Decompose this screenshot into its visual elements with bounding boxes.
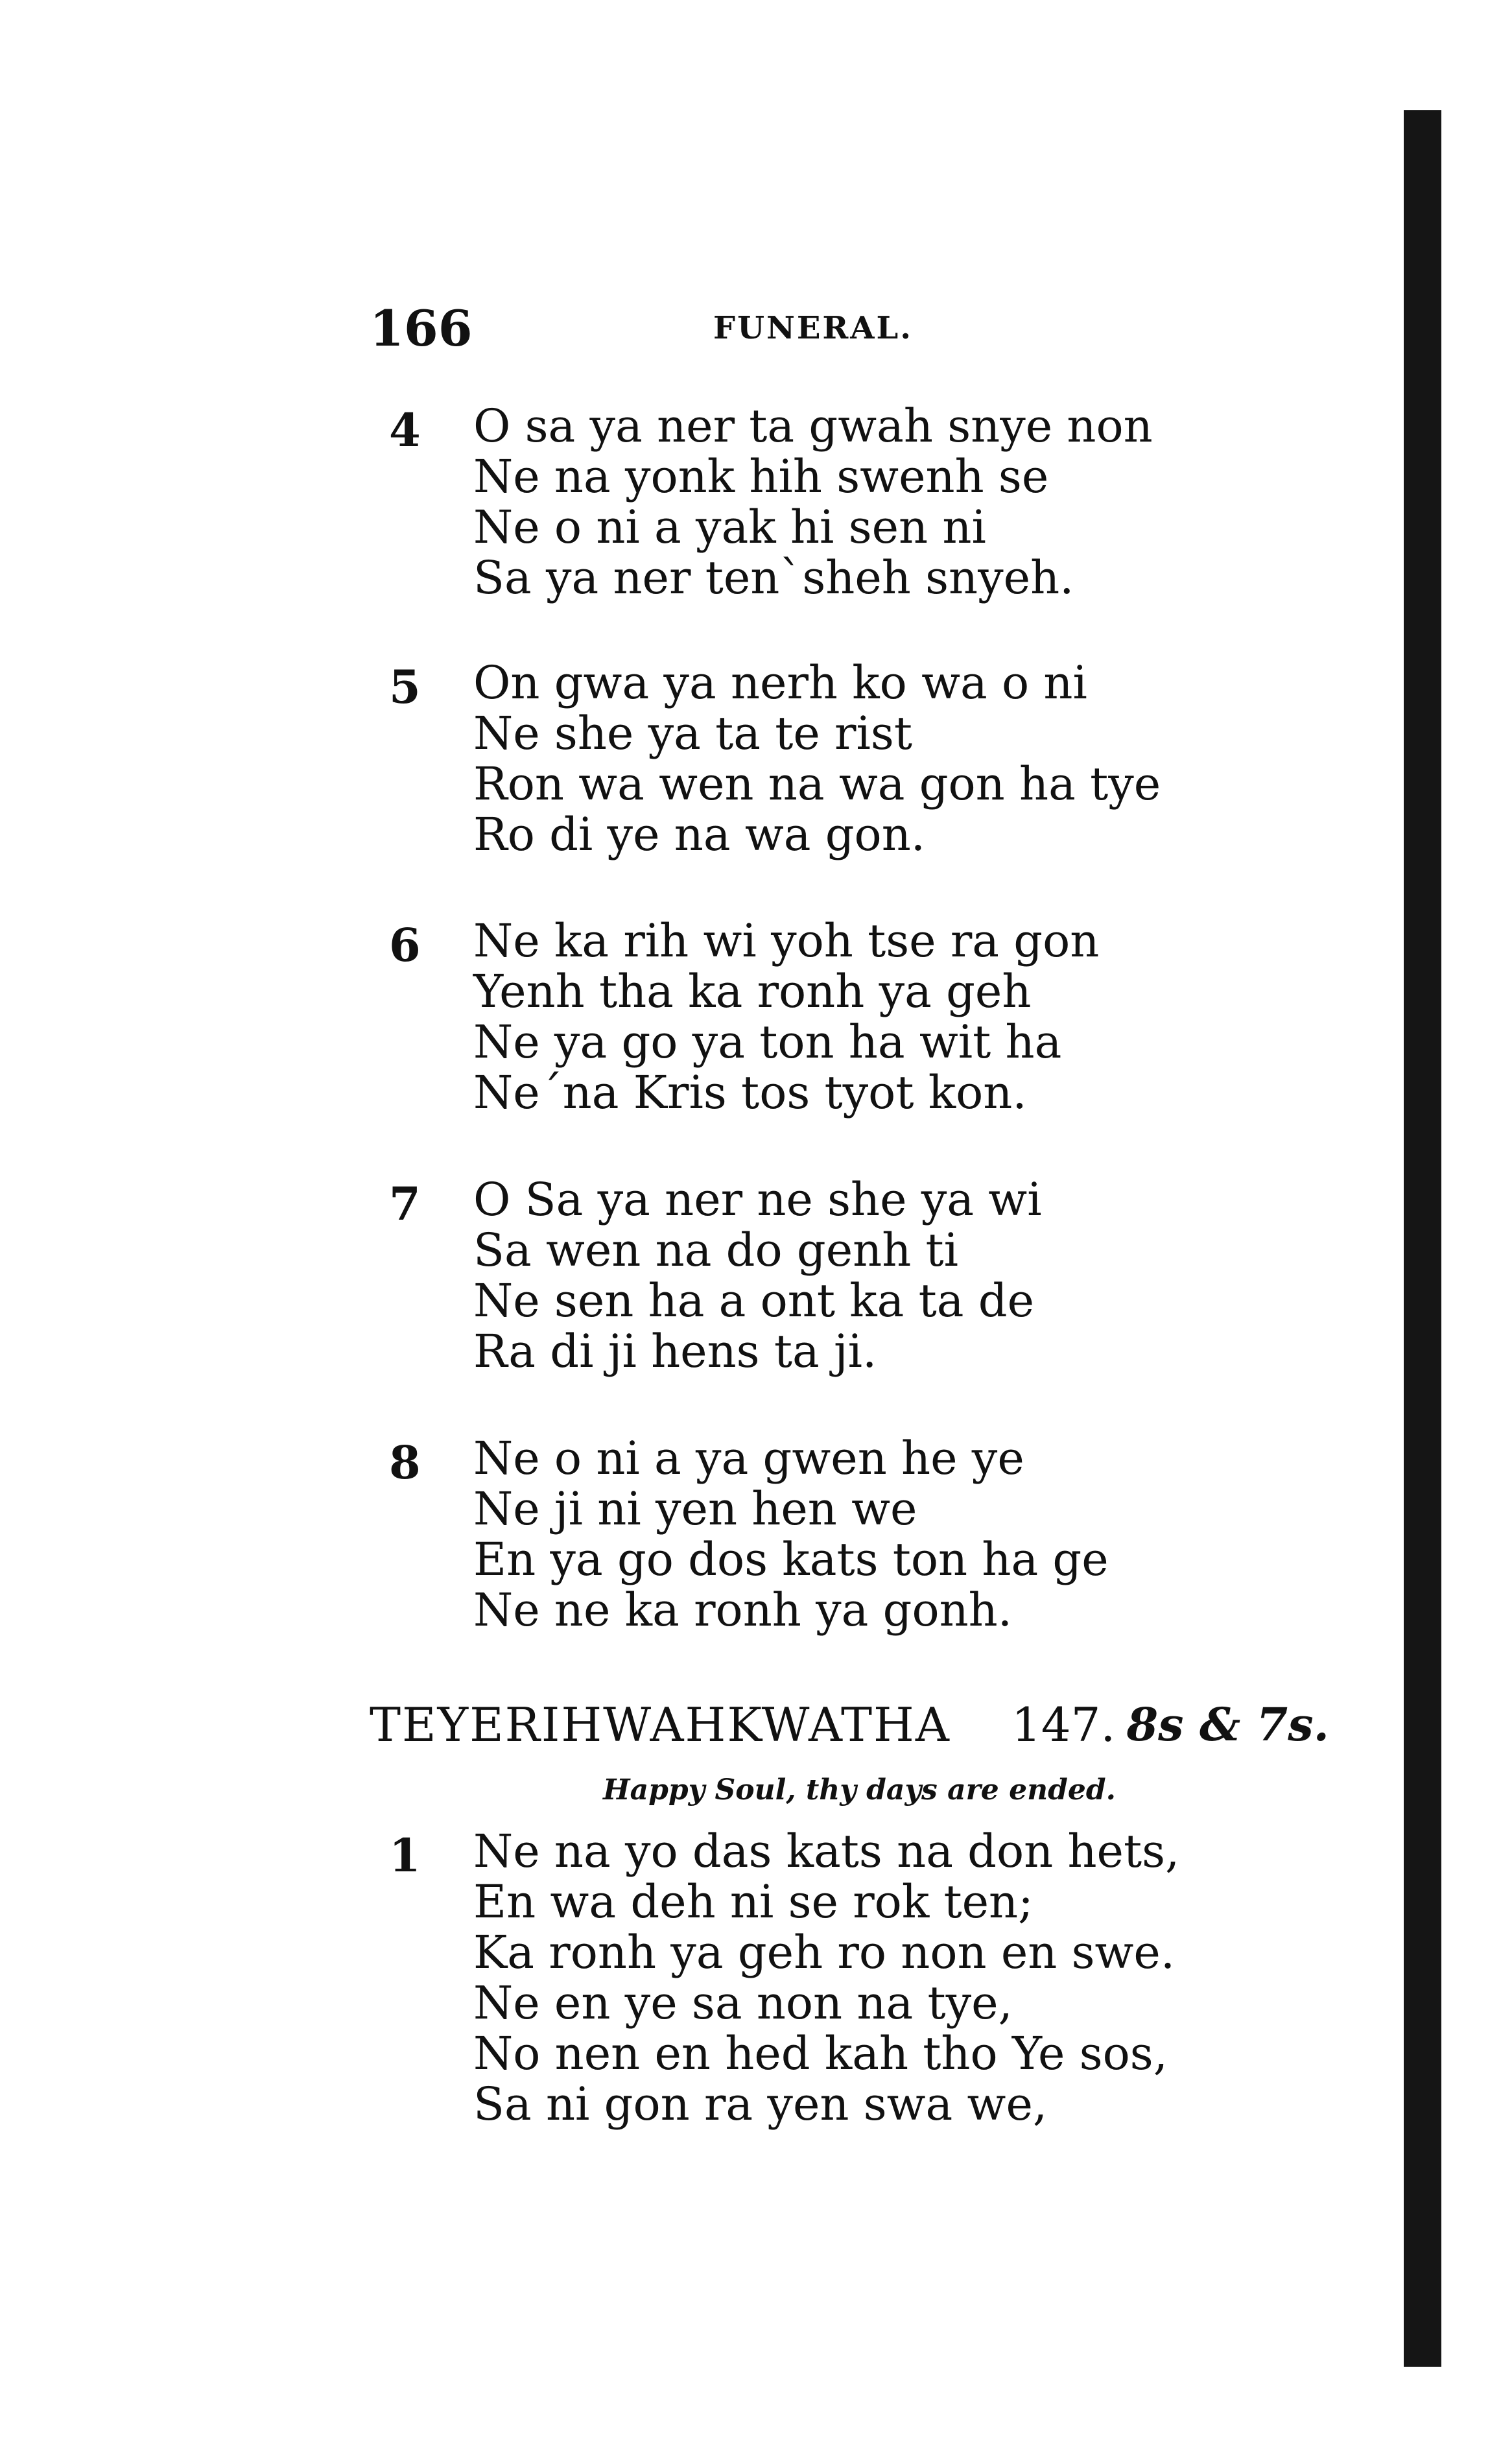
- verse-line: Ne she ya ta te rist: [473, 707, 912, 760]
- verse-line: Ron wa wen na wa gon ha tye: [473, 757, 1161, 811]
- verse-line: Ne ya go ya ton ha wit ha: [473, 1015, 1062, 1069]
- running-head: FUNERAL.: [713, 310, 913, 346]
- hymn-number: 147.: [1011, 1698, 1116, 1752]
- verse-line: Ne na yonk hih swenh se: [473, 450, 1049, 503]
- page-number: 166: [370, 300, 473, 357]
- verse-line: No nen en hed kah tho Ye sos,: [473, 2027, 1168, 2080]
- verse-line: Sa wen na do genh ti: [473, 1224, 959, 1277]
- verse-line: Ne en ye sa non na tye,: [473, 1976, 1013, 2030]
- verse-line: O sa ya ner ta gwah snye non: [473, 399, 1153, 453]
- verse-line: O Sa ya ner ne she ya wi: [473, 1173, 1042, 1226]
- stanza-number: 6: [389, 918, 421, 972]
- verse-line: Ne sen ha a ont ka ta de: [473, 1274, 1035, 1327]
- verse-line: Ka ronh ya geh ro non en swe.: [473, 1926, 1176, 1979]
- verse-line: Sa ya ner ten`sheh snyeh.: [473, 551, 1074, 604]
- verse-line: Ne ji ni yen hen we: [473, 1482, 917, 1535]
- verse-line: Yenh tha ka ronh ya geh: [473, 965, 1032, 1018]
- verse-line: Ne o ni a ya gwen he ye: [473, 1432, 1024, 1485]
- hymn-heading: [370, 1698, 1329, 1756]
- stanza-number: 7: [389, 1177, 421, 1231]
- verse-line: Ne o ni a yak hi sen ni: [473, 501, 986, 554]
- book-spine-edge: [1404, 110, 1441, 2367]
- verse-line: Ro di ye na wa gon.: [473, 808, 926, 861]
- stanza-number: 1: [389, 1829, 421, 1882]
- verse-line: On gwa ya nerh ko wa o ni: [473, 656, 1087, 709]
- hymn-title: TEYERIHWAHKWATHA: [370, 1698, 951, 1752]
- verse-line: Ra di ji hens ta ji.: [473, 1325, 877, 1378]
- verse-line: Ne´na Kris tos tyot kon.: [473, 1066, 1027, 1119]
- english-first-line: Happy Soul, thy days are ended.: [603, 1773, 1116, 1807]
- stanza-number: 5: [389, 660, 421, 714]
- hymn-meter: 8s & 7s.: [1126, 1698, 1329, 1751]
- verse-line: Ne ne ka ronh ya gonh.: [473, 1583, 1013, 1637]
- stanza-number: 8: [389, 1436, 421, 1489]
- verse-line: Ne na yo das kats na don hets,: [473, 1825, 1180, 1878]
- stanza-number: 4: [389, 403, 421, 457]
- verse-line: En ya go dos kats ton ha ge: [473, 1533, 1109, 1586]
- verse-line: Sa ni gon ra yen swa we,: [473, 2078, 1048, 2131]
- verse-line: Ne ka rih wi yoh tse ra gon: [473, 914, 1100, 967]
- verse-line: En wa deh ni se rok ten;: [473, 1875, 1034, 1928]
